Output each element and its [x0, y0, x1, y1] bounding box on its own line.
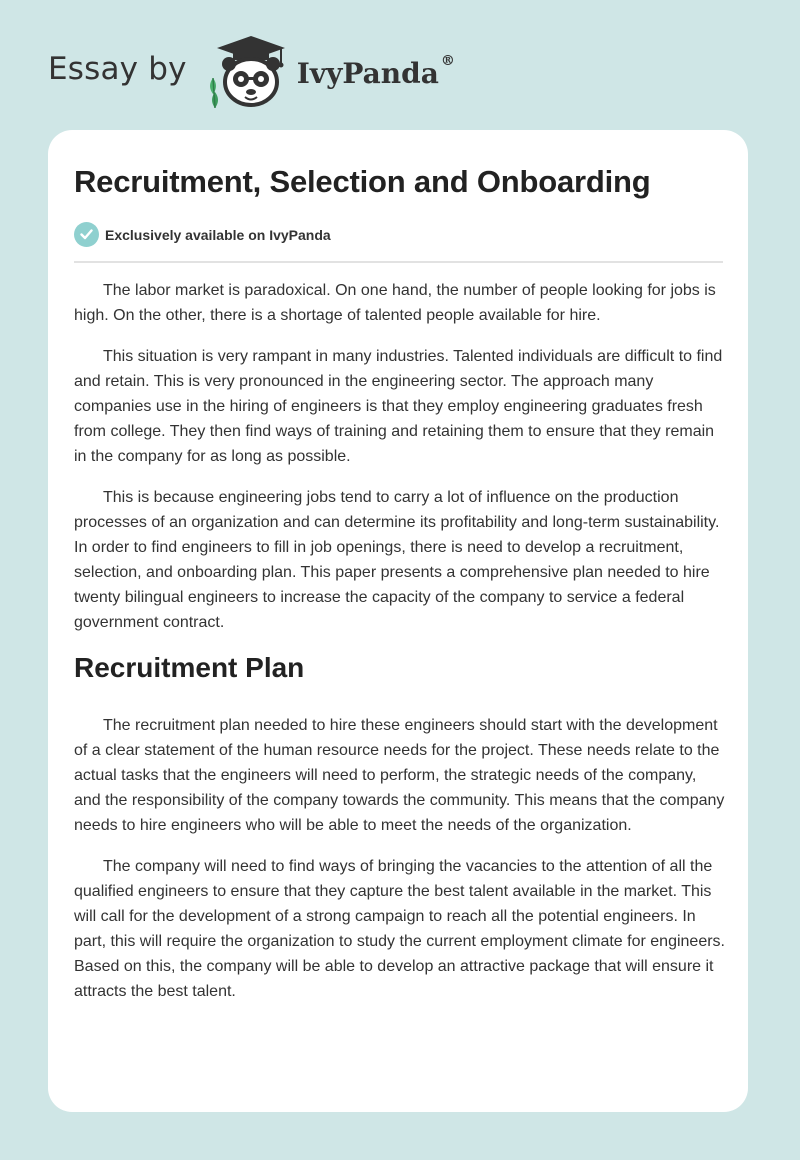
essay-by-label: Essay by: [48, 51, 187, 87]
paragraph: This is because engineering jobs tend to carry a lot of influence on the production processes of an organization and can determine its profitability and long-term sustainability. In order to find engineers to fill in job openings, there is need to develop a recruitment, selection, and onboarding plan. This paper presents a comprehensive plan needed to hire twenty bilingual engineers to increase the capacity of the company to service a federal government contract.: [74, 489, 720, 631]
exclusive-badge: [74, 222, 331, 247]
page-title: Recruitment, Selection and Onboarding: [74, 164, 651, 199]
essay-body: [74, 278, 726, 1020]
section-heading: Recruitment Plan: [74, 652, 305, 683]
site-header-logo[interactable]: [48, 34, 508, 110]
brand-name: IvyPanda ®: [296, 52, 455, 90]
registered-mark: ®: [440, 52, 455, 69]
panda-graduate-icon: [203, 34, 299, 110]
paragraph: The company will need to find ways of bringing the vacancies to the attention of all the qualified engineers to ensure that they capture the best talent available in the market. This will call for the development of a strong campaign to reach all the potential engineers. In part, this will require the organization to study the current employment climate for engineers. Based on this, the company will be able to develop an attractive package that will ensure it attracts the best talent.: [74, 858, 725, 1000]
paragraph: This situation is very rampant in many industries. Talented individuals are difficult to find and retain. This is very pronounced in the engineering sector. The approach many companies use in the hiring of engineers is that they employ engineering graduates fresh from college. They then find ways of training and retaining them to ensure that they remain in the company for as long as possible.: [74, 348, 723, 465]
paragraph: The recruitment plan needed to hire these engineers should start with the development of a clear statement of the human resource needs for the project. These needs relate to the actual tasks that the engineers will need to perform, the strategic needs of the company, and the responsibility of the company towards the community. This means that the company needs to hire engineers who will be able to meet the needs of the organization.: [74, 717, 725, 834]
divider: [74, 261, 723, 263]
exclusive-label: Exclusively available on IvyPanda: [105, 226, 331, 243]
paragraph: The labor market is paradoxical. On one hand, the number of people looking for jobs is high. On the other, there is a shortage of talented people available for hire.: [74, 282, 716, 324]
checkmark-icon: [74, 222, 99, 247]
essay-card: [48, 130, 748, 1112]
